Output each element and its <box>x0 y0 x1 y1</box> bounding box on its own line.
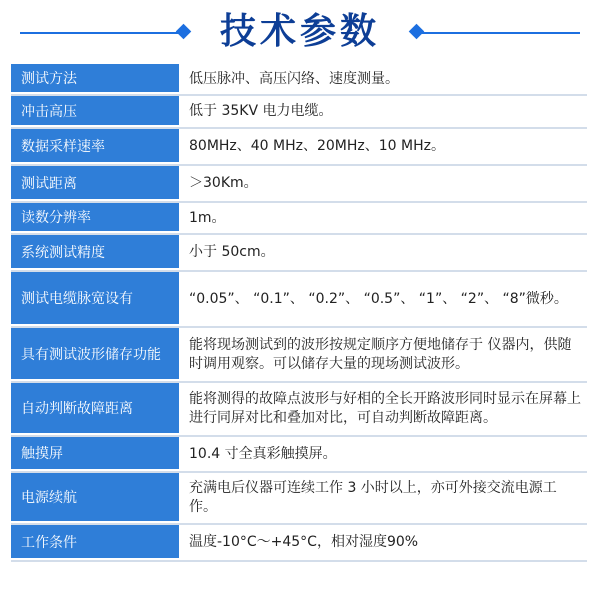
spec-value: 1m。 <box>189 209 226 226</box>
spec-value: 充满电后仪器可连续工作 3 小时以上，亦可外接交流电源工作。 <box>189 480 557 515</box>
spec-row <box>11 129 587 166</box>
spec-value: 能将现场测试到的波形按规定顺序方便地储存于 仪器内，供随时调用观察。可以储存大量的现场测试波形。 <box>189 336 572 372</box>
spec-value: 温度-10°C～+45°C，相对湿度90% <box>189 534 419 550</box>
spec-value: 小于 50cm。 <box>189 244 275 260</box>
section-header <box>0 6 600 58</box>
spec-row <box>11 235 587 272</box>
spec-row <box>11 328 587 383</box>
spec-label: 测试电缆脉宽设有 <box>11 272 179 326</box>
spec-label: 系统测试精度 <box>11 235 179 270</box>
spec-value: 低压脉冲、高压闪络、速度测量。 <box>189 70 399 87</box>
page-title: 技术参数 <box>219 11 380 52</box>
spec-label: 冲击高压 <box>11 96 179 127</box>
spec-row <box>11 166 587 203</box>
spec-value: “0.05”、 “0.1”、 “0.2”、 “0.5”、 “1”、 “2”、 “8”微秒。 <box>189 290 568 307</box>
spec-row <box>11 473 587 525</box>
spec-row <box>11 64 587 96</box>
header-left-rule <box>20 32 180 34</box>
spec-value: 10.4 寸全真彩触摸屏。 <box>189 445 337 462</box>
spec-label: 测试距离 <box>11 166 179 201</box>
spec-label: 电源续航 <box>11 473 179 523</box>
header-right-rule <box>420 32 580 34</box>
spec-value: 能将测得的故障点波形与好相的全长开路波形同时显示在屏幕上进行同屏对比和叠加对比，可自动判断故障距离。 <box>189 391 581 426</box>
spec-label: 工作条件 <box>11 525 179 560</box>
spec-row <box>11 96 587 129</box>
spec-value: 低于 35KV 电力电缆。 <box>189 103 333 119</box>
spec-label: 触摸屏 <box>11 437 179 471</box>
spec-row <box>11 525 587 562</box>
spec-row <box>11 203 587 235</box>
diamond-icon <box>176 24 192 40</box>
spec-row <box>11 272 587 328</box>
spec-row <box>11 437 587 473</box>
spec-value: ＞30Km。 <box>189 175 258 191</box>
spec-value: 80MHz、40 MHz、20MHz、10 MHz。 <box>189 138 445 154</box>
spec-row <box>11 383 587 437</box>
spec-label: 测试方法 <box>11 64 179 94</box>
spec-label: 自动判断故障距离 <box>11 383 179 435</box>
spec-label: 读数分辨率 <box>11 203 179 233</box>
spec-label: 数据采样速率 <box>11 129 179 164</box>
spec-label: 具有测试波形储存功能 <box>11 328 179 381</box>
